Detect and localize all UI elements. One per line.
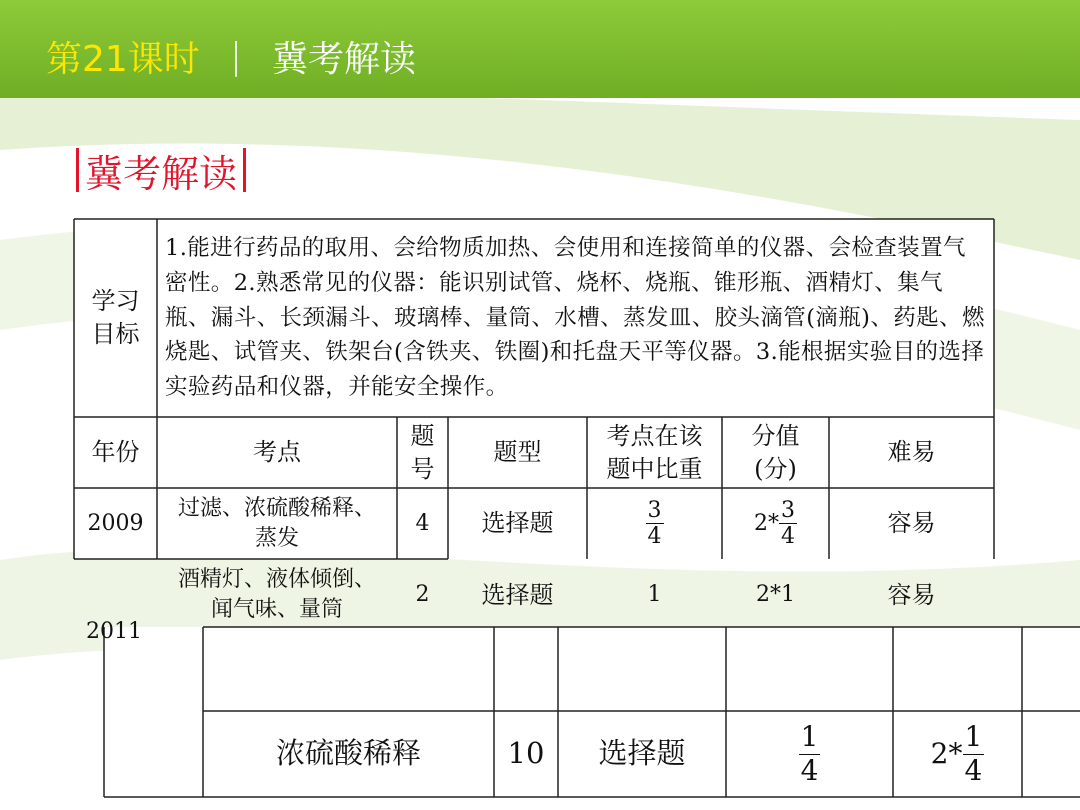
header-difficulty: 难易 [887, 438, 936, 467]
title-bar-left [76, 148, 79, 192]
section-title [70, 142, 252, 198]
row-2011b-question-number: 10 [507, 736, 545, 771]
title-bar-right [243, 148, 246, 192]
row-2009-question-number: 4 [415, 510, 430, 536]
header-question-type: 题型 [493, 438, 542, 467]
row-2011a-difficulty: 容易 [887, 580, 936, 609]
objectives-text: 1.能进行药品的取用、会给物质加热、会使用和连接简单的仪器、会检查装置气密性。2.熟悉常见的仪器：能识别试管、烧杯、烧瓶、锥形瓶、酒精灯、集气瓶、漏斗、长颈漏斗、玻璃棒、量筒、水槽、蒸发皿、胶头滴管(滴瓶)、药匙、燃烧匙、试管夹、铁架台(含铁夹、铁圈)和托盘天平等仪器。3.能根据实验目的选择实验药品和仪器，并能安全操作。 [165, 234, 985, 401]
row-2011a-weight: 1 [647, 582, 662, 608]
row-2011b-question-type: 选择题 [598, 736, 686, 771]
header-question-number: 题 号 [410, 421, 435, 483]
header-weight: 考点在该 题中比重 [606, 421, 703, 483]
row-2009-year: 2009 [87, 510, 144, 536]
row-2011a-score: 2*1 [756, 582, 795, 608]
row-2011a-question-type: 选择题 [481, 580, 554, 609]
row-2009-weight [587, 488, 722, 559]
row-2011b-point: 浓硫酸稀释 [275, 736, 421, 771]
header-title: 冀考解读 [271, 38, 416, 80]
header-year: 年份 [91, 438, 140, 467]
row-2011a-question-number: 2 [415, 582, 430, 608]
row-2011-year: 2011 [86, 619, 142, 645]
header-separator: | [229, 35, 242, 77]
fraction: $\frac{3}{4}$ [647, 497, 662, 549]
row-2009-difficulty: 容易 [887, 509, 936, 538]
slide-header [46, 28, 416, 84]
row-2009-score: 2* $\frac{3}{4}$ [754, 497, 795, 549]
fraction: $\frac{1}{4}$ [964, 720, 983, 787]
row-2009-question-type: 选择题 [481, 509, 554, 538]
row-2011b-score: 2* $\frac{1}{4}$ [930, 720, 983, 787]
section-title-text: 冀考解读 [85, 151, 238, 196]
row-2011b-weight [726, 711, 893, 797]
lesson-number: 第21课时 [46, 38, 200, 80]
row-2011a-point: 酒精灯、液体倾倒、 闻气味、量筒 [177, 567, 376, 622]
fraction: $\frac{3}{4}$ [781, 497, 795, 549]
header-score: 分值 (分) [751, 421, 800, 483]
objectives-label: 学习 目标 [91, 287, 140, 348]
fraction: $\frac{1}{4}$ [800, 720, 819, 787]
header-point: 考点 [253, 438, 301, 467]
row-2009-point: 过滤、浓硫酸稀释、 蒸发 [177, 495, 376, 551]
